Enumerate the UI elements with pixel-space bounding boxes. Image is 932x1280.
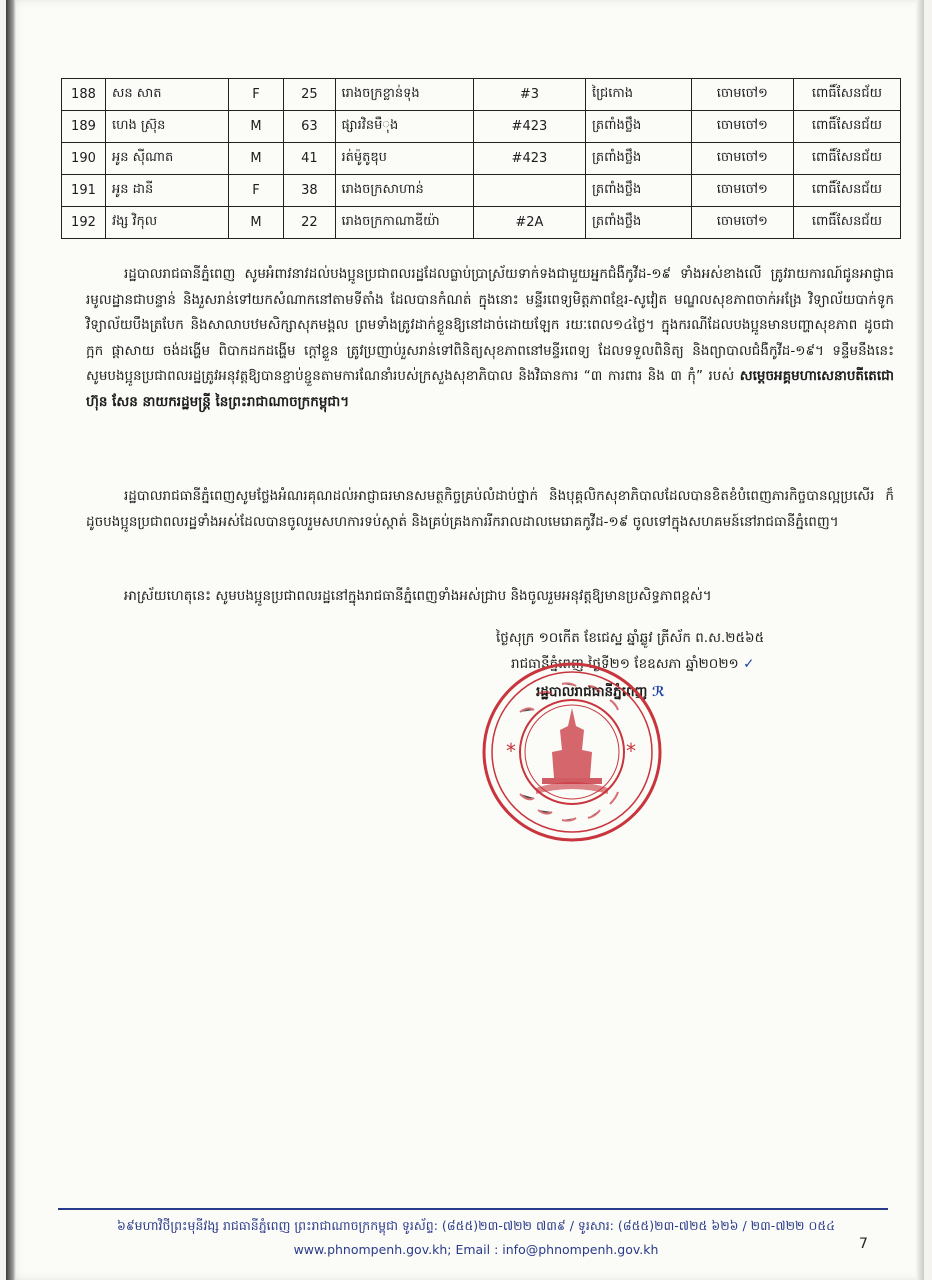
row-number: 190 xyxy=(62,143,106,175)
svg-text:*: * xyxy=(506,739,516,763)
village-name: ត្រពាំងថ្លឹង xyxy=(585,111,691,143)
patient-name: សន សាត xyxy=(105,79,228,111)
page-number: 7 xyxy=(859,1236,868,1252)
house-number: #2A xyxy=(473,207,585,239)
workplace: ផ្សារវិនមឺុង xyxy=(335,111,473,143)
commune-name: ចោមចៅ១ xyxy=(691,207,793,239)
patient-age: 22 xyxy=(284,207,335,239)
signer-text: រដ្ឋបាលរាជធានីភ្នំពេញ xyxy=(536,684,648,700)
thanks-paragraph xyxy=(86,484,894,535)
village-name: ត្រពាំងថ្លឹង xyxy=(585,143,691,175)
appeal-paragraph xyxy=(86,262,894,415)
row-number: 189 xyxy=(62,111,106,143)
workplace: រត់ម៉ូតូឌុប xyxy=(335,143,473,175)
patient-age: 38 xyxy=(284,175,335,207)
document-page xyxy=(6,0,924,1280)
lunar-date: ថ្ងៃសុក្រ ១០កើត ខែជេស្ឋ ឆ្នាំឆ្លូវ ត្រីស័ក ព.ស.២៥៦៥ xyxy=(496,630,765,646)
row-number: 191 xyxy=(62,175,106,207)
patient-sex: M xyxy=(228,143,284,175)
patient-age: 41 xyxy=(284,143,335,175)
ink-signature-mark: ℛ xyxy=(652,684,665,700)
commune-name: ចោមចៅ១ xyxy=(691,111,793,143)
workplace: រោងចក្រកាណាឌីយ៉ា xyxy=(335,207,473,239)
patient-name: អូន ដានី xyxy=(105,175,228,207)
page-edge-shadow xyxy=(6,0,16,1280)
table-row xyxy=(62,79,901,111)
closing-paragraph xyxy=(86,584,894,610)
commune-name: ចោមចៅ១ xyxy=(691,175,793,207)
table-row xyxy=(62,111,901,143)
patient-name: វង្ស វិកុល xyxy=(105,207,228,239)
house-number xyxy=(473,175,585,207)
footer-divider xyxy=(58,1208,888,1210)
district-name: ពោធិ៍សែនជ័យ xyxy=(794,79,901,111)
commune-name: ចោមចៅ១ xyxy=(691,143,793,175)
table-row xyxy=(62,175,901,207)
appeal-text: រដ្ឋបាលរាជធានីភ្នំពេញ សូមអំពាវនាវដល់បងប្អូនប្រជាពលរដ្ឋដែលធ្លាប់ប្រាស្រ័យទាក់ទងជាមួយអ្នកជំងឺកូវីដ-១៩ ទាំងអស់ខាងលើ ត្រូវរាយការណ៍ជូនអាជ្ញាធរមូលដ្ឋានជាបន្ទាន់ និងរួសរាន់ទៅយកសំណាកនៅតាមទីតាំង ដែលបានកំណត់ ក្នុងនោះ មន្ទីរពេទ្យមិត្តភាពខ្មែរ-សូវៀត មណ្ឌលសុខភាពចាក់អង្រែ វិទ្យាល័យបាក់ទូក វិទ្យាល័យបឹងត្របែក និងសាលាបឋមសិក្សាសុភមង្គល ព្រមទាំងត្រូវដាក់ខ្លួនឱ្យនៅដាច់ដោយឡែក រយៈពេល១៤ថ្ងៃ។ ក្នុងករណីដែលបងប្អូនមានបញ្ហាសុខភាព ដូចជាក្អក ផ្តាសាយ ចង់ដង្ហើម ពិបាកដកដង្ហើម ក្តៅខ្លួន ត្រូវប្រញាប់រួសរាន់ទៅពិនិត្យសុខភាពនៅមន្ទីរពេទ្យ ដែលទទួលពិនិត្យ និងព្យាបាលជំងឺកូវីដ-១៩។ ទន្ទឹមនឹងនេះ សូមបងប្អូនប្រជាពលរដ្ឋត្រូវអនុវត្តឱ្យបានខ្ជាប់ខ្ជួនតាមការណែនាំរបស់ក្រសួងសុខាភិបាល និងវិធានការ “៣ ការពារ និង ៣ កុំ” របស់ xyxy=(86,266,894,384)
district-name: ពោធិ៍សែនជ័យ xyxy=(794,111,901,143)
ink-tick-mark: ✓ xyxy=(743,656,755,672)
patient-age: 25 xyxy=(284,79,335,111)
appeal-bold-text: សម្តេចអគ្គមហាសេនាបតីតេជោ ហ៊ុន សែន នាយករដ្ឋមន្ត្រី នៃព្រះរាជាណាចក្រកម្ពុជា។ xyxy=(86,368,894,410)
district-name: ពោធិ៍សែនជ័យ xyxy=(794,175,901,207)
row-number: 192 xyxy=(62,207,106,239)
district-name: ពោធិ៍សែនជ័យ xyxy=(794,143,901,175)
table-row xyxy=(62,207,901,239)
page-edge-right xyxy=(916,0,924,1280)
patient-sex: F xyxy=(228,79,284,111)
footer-contact: www.phnompenh.gov.kh; Email : info@phnompenh.gov.kh xyxy=(293,1242,659,1257)
village-name: ត្រពាំងថ្លឹង xyxy=(585,175,691,207)
svg-text:*: * xyxy=(626,739,636,763)
commune-name: ចោមចៅ១ xyxy=(691,79,793,111)
thanks-text: រដ្ឋបាលរាជធានីភ្នំពេញសូមថ្លែងអំណរគុណដល់អាជ្ញាធរមានសមត្ថកិច្ចគ្រប់លំដាប់ថ្នាក់ និងបុគ្គលិកសុខាភិបាលដែលបានខិតខំបំពេញភារកិច្ចបានល្អប្រសើរ ក៏ដូចបងប្អូនប្រជាពលរដ្ឋទាំងអស់ដែលបានចូលរួមសហការទប់ស្កាត់ និងគ្រប់គ្រងការរីករាលដាលមេរោគកូវីដ-១៩ ចូលទៅក្នុងសហគមន៍នៅរាជធានីភ្នំពេញ។ xyxy=(86,488,894,530)
footer-address: ៦៩មហាវិថីព្រះមុនីវង្ស រាជធានីភ្នំពេញ ព្រះរាជាណាចក្រកម្ពុជា ទូរស័ព្ទ: (៨៥៥)២៣-៧២២ ៧៣៩ / ទូរសារ: (៨៥៥)២៣-៧២៥ ៦២៦ / ២៣-៧២២ ០៥៤ xyxy=(116,1218,836,1233)
patient-sex: M xyxy=(228,111,284,143)
solar-date-text: រាជធានីភ្នំពេញ ថ្ងៃទី២១ ខែឧសភា ឆ្នាំ២០២១ xyxy=(511,656,739,672)
row-number: 188 xyxy=(62,79,106,111)
official-seal-icon xyxy=(480,660,664,844)
village-name: ជ្រៃកោង xyxy=(585,79,691,111)
patient-name: ហេង ស្រ៊ុន xyxy=(105,111,228,143)
village-name: ត្រពាំងថ្លឹង xyxy=(585,207,691,239)
closing-text: អាស្រ័យហេតុនេះ សូមបងប្អូនប្រជាពលរដ្ឋនៅក្នុងរាជធានីភ្នំពេញទាំងអស់ជ្រាប និងចូលរួមអនុវត្តឱ្យមានប្រសិទ្ធភាពខ្ពស់។ xyxy=(124,588,712,604)
house-number: #3 xyxy=(473,79,585,111)
workplace: រោងចក្រខ្លាន់ទុង xyxy=(335,79,473,111)
case-table xyxy=(61,78,901,239)
house-number: #423 xyxy=(473,111,585,143)
patient-sex: M xyxy=(228,207,284,239)
district-name: ពោធិ៍សែនជ័យ xyxy=(794,207,901,239)
workplace: រោងចក្រសាហាន់ xyxy=(335,175,473,207)
house-number: #423 xyxy=(473,143,585,175)
patient-age: 63 xyxy=(284,111,335,143)
patient-sex: F xyxy=(228,175,284,207)
patient-name: អូន ស៊ីណាត xyxy=(105,143,228,175)
table-row xyxy=(62,143,901,175)
